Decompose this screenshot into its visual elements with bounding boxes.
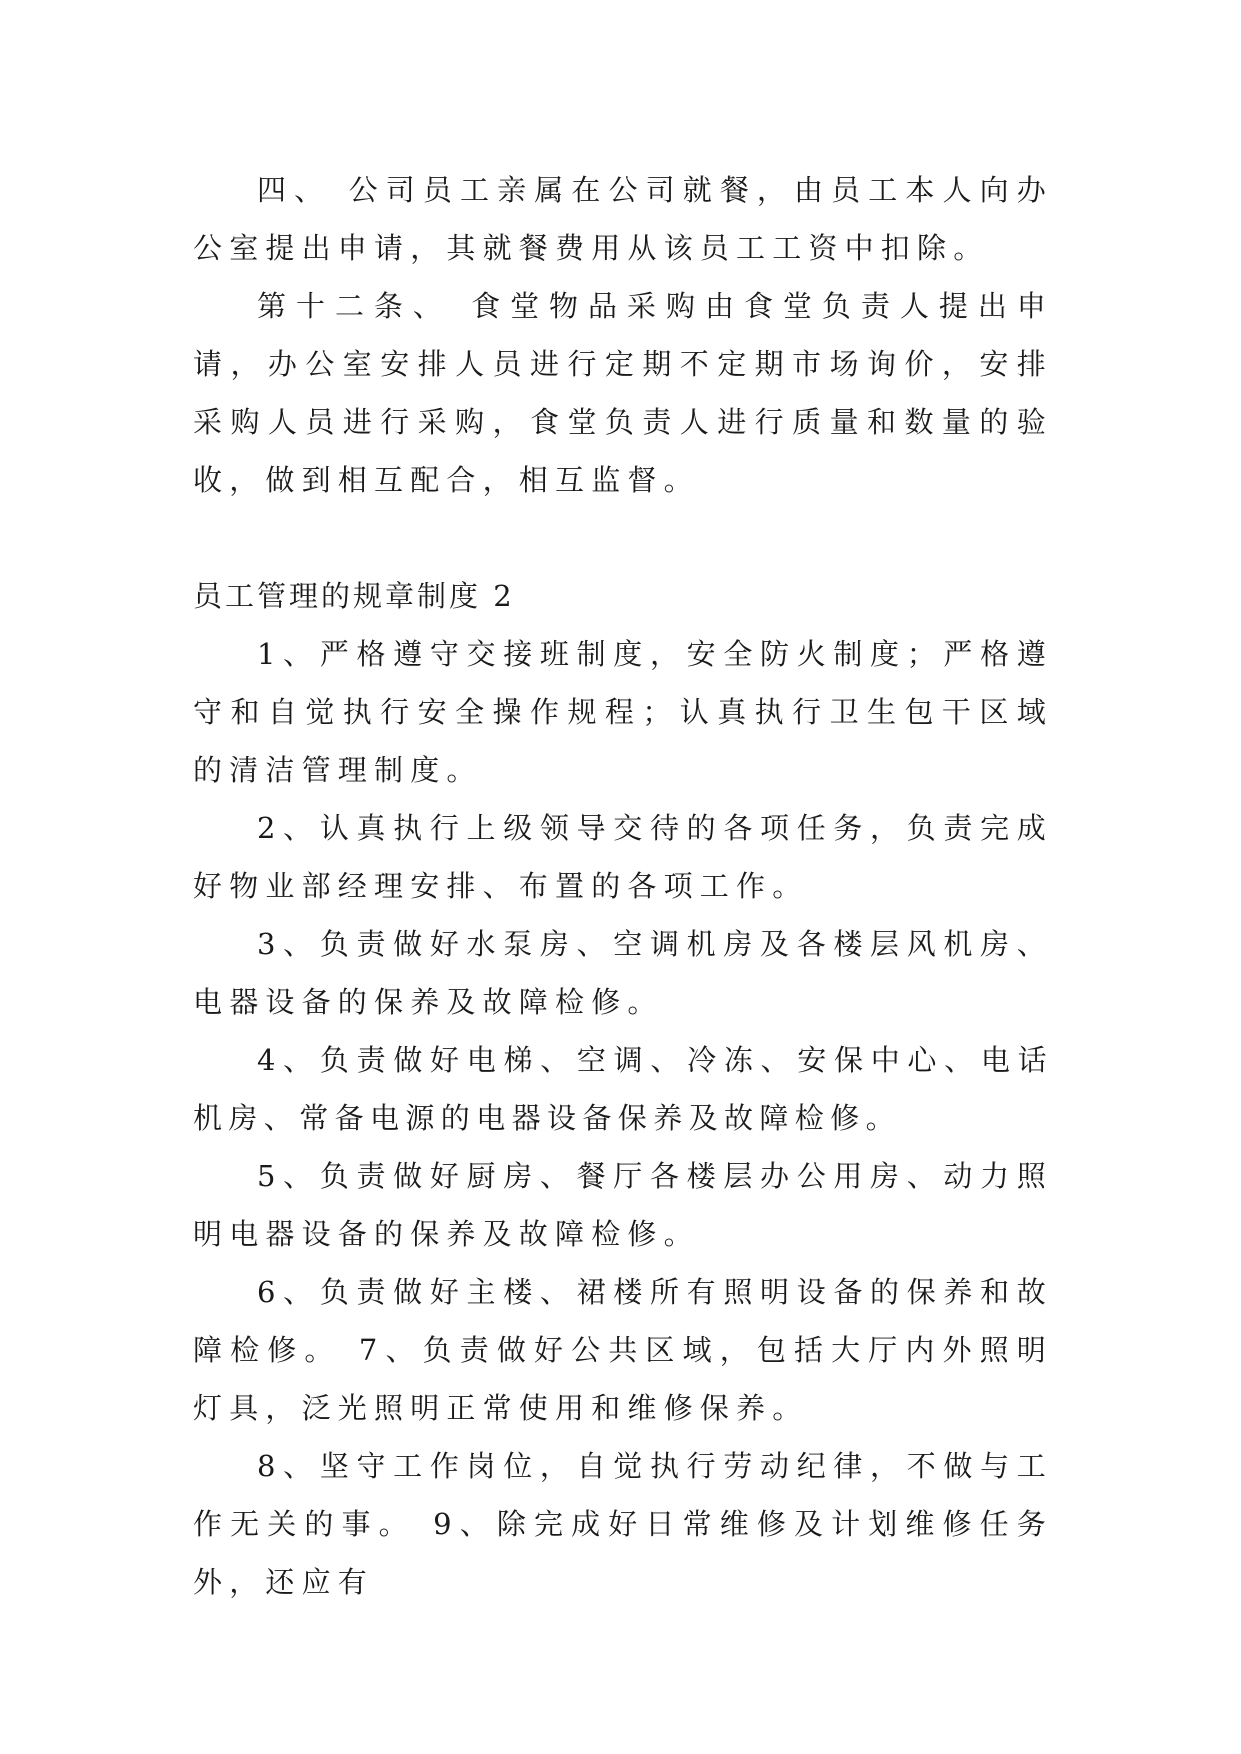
rule-item-6-7: 6、负责做好主楼、裙楼所有照明设备的保养和故障检修。 7、负责做好公共区域，包括大厅内外照明灯具，泛光照明正常使用和维修保养。 <box>193 1275 1053 1425</box>
section-title: 员工管理的规章制度 2 <box>193 579 515 613</box>
rule-item-1: 1、严格遵守交接班制度，安全防火制度；严格遵守和自觉执行安全操作规程；认真执行卫生包干区域的清洁管理制度。 <box>193 637 1053 787</box>
rule-item-8-9: 8、坚守工作岗位，自觉执行劳动纪律，不做与工作无关的事。 9、除完成好日常维修及计划维修任务外，还应有 <box>193 1449 1053 1599</box>
paragraph-item-4: 四、 公司员工亲属在公司就餐，由员工本人向办公室提出申请，其就餐费用从该员工工资中扣除。 <box>193 173 1053 265</box>
paragraph-article-12: 第十二条、 食堂物品采购由食堂负责人提出申请，办公室安排人员进行定期不定期市场询价，安排采购人员进行采购，食堂负责人进行质量和数量的验收，做到相互配合，相互监督。 <box>193 289 1053 497</box>
rule-item-4: 4、负责做好电梯、空调、冷冻、安保中心、电话机房、常备电源的电器设备保养及故障检修。 <box>193 1043 1053 1135</box>
rule-item-2: 2、认真执行上级领导交待的各项任务，负责完成好物业部经理安排、布置的各项工作。 <box>193 811 1053 903</box>
document-body <box>193 161 1053 1611</box>
rule-item-5: 5、负责做好厨房、餐厅各楼层办公用房、动力照明电器设备的保养及故障检修。 <box>193 1159 1053 1251</box>
rule-item-3: 3、负责做好水泵房、空调机房及各楼层风机房、电器设备的保养及故障检修。 <box>193 927 1053 1019</box>
